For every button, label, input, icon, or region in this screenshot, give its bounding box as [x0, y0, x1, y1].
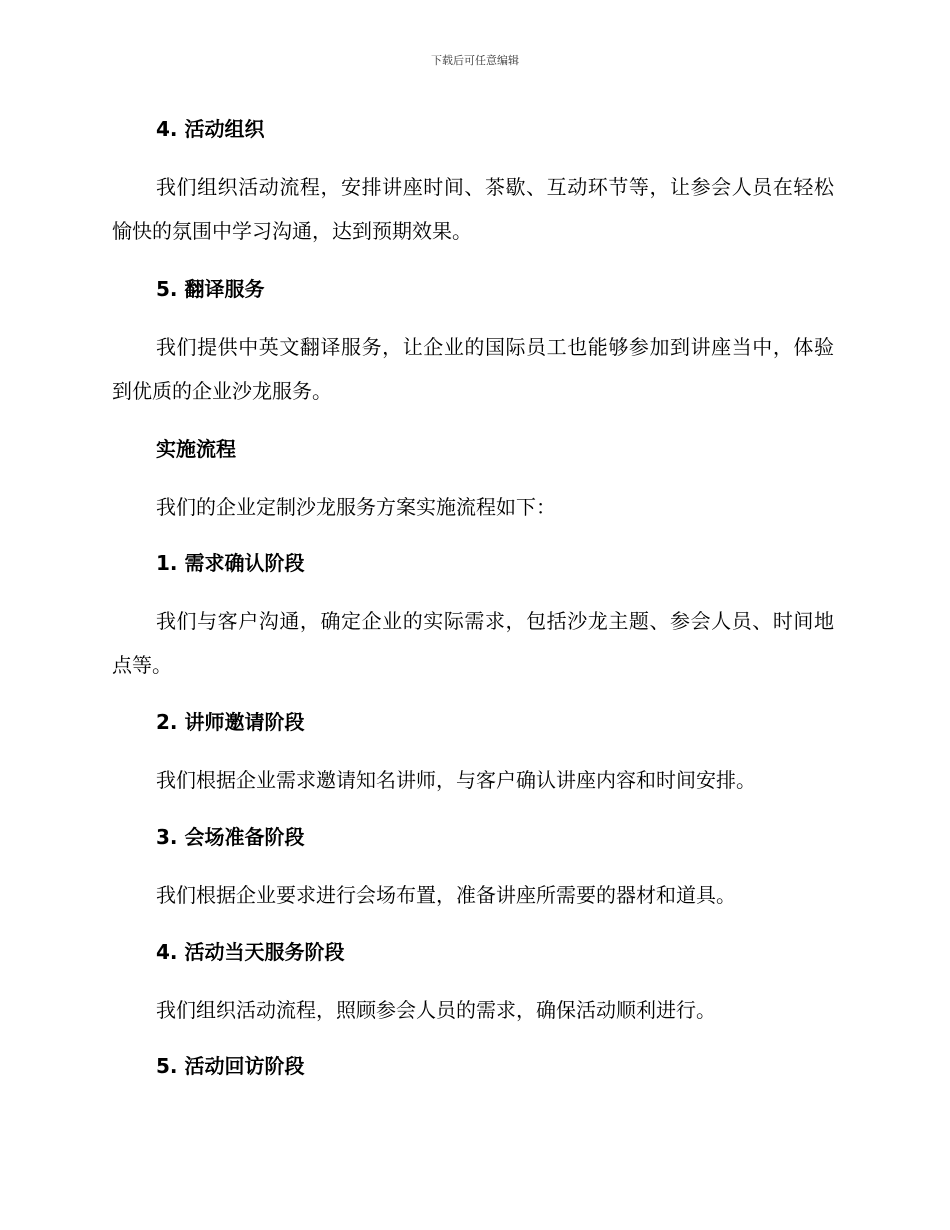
- heading-requirement-confirmation: 1. 需求确认阶段: [156, 551, 305, 575]
- heading-event-day-service: 4. 活动当天服务阶段: [156, 940, 345, 964]
- heading-lecturer-invitation: 2. 讲师邀请阶段: [156, 710, 305, 734]
- paragraph-translation-service: 我们提供中英文翻译服务，让企业的国际员工也能够参加到讲座当中，体验到优质的企业沙龙服务。: [112, 335, 834, 403]
- paragraph-implementation-intro: 我们的企业定制沙龙服务方案实施流程如下：: [156, 495, 556, 519]
- page-header-note: 下载后可任意编辑: [431, 54, 519, 67]
- paragraph-venue-preparation: 我们根据企业要求进行会场布置，准备讲座所需要的器材和道具。: [156, 883, 736, 907]
- heading-translation-service: 5. 翻译服务: [156, 277, 265, 301]
- heading-venue-preparation: 3. 会场准备阶段: [156, 825, 305, 849]
- paragraph-requirement-confirmation: 我们与客户沟通，确定企业的实际需求，包括沙龙主题、参会人员、时间地点等。: [112, 609, 834, 677]
- paragraph-event-day-service: 我们组织活动流程，照顾参会人员的需求，确保活动顺利进行。: [156, 998, 716, 1022]
- heading-follow-up-visit: 5. 活动回访阶段: [156, 1054, 305, 1078]
- paragraph-activity-organization: 我们组织活动流程，安排讲座时间、茶歇、互动环节等，让参会人员在轻松愉快的氛围中学习沟通，达到预期效果。: [112, 175, 834, 243]
- heading-activity-organization: 4. 活动组织: [156, 117, 265, 141]
- heading-implementation-process: 实施流程: [156, 437, 236, 461]
- paragraph-lecturer-invitation: 我们根据企业需求邀请知名讲师，与客户确认讲座内容和时间安排。: [156, 768, 756, 792]
